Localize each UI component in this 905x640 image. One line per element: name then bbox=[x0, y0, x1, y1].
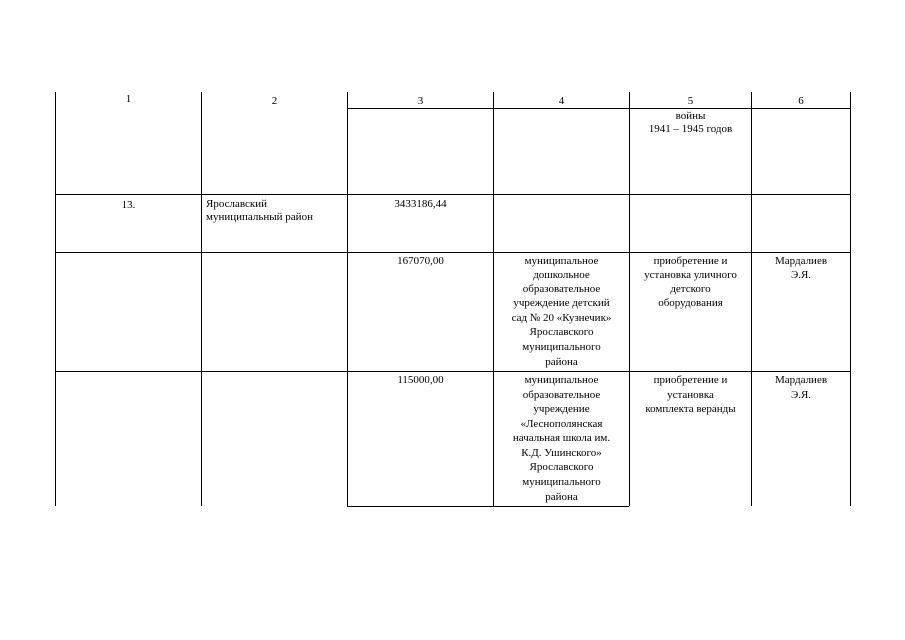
row-b-purpose-line: установка bbox=[667, 389, 714, 401]
prev-row-purpose-line1: войны bbox=[675, 110, 706, 122]
row-divider-2 bbox=[55, 252, 851, 253]
row-a-purpose-line: приобретение и bbox=[653, 255, 728, 267]
row-b-institution-line: муниципальное bbox=[524, 374, 599, 386]
header-col-1: 1 bbox=[125, 93, 132, 105]
row-b-purpose-line: комплекта веранды bbox=[645, 403, 736, 415]
row-b-institution-line: муниципального bbox=[522, 476, 601, 488]
row-b-institution-line: «Леснополянская bbox=[520, 418, 603, 430]
row-a-responsible-line: Э.Я. bbox=[790, 269, 812, 281]
header-col-2: 2 bbox=[271, 95, 278, 107]
table-border-left bbox=[55, 92, 56, 506]
row-b-institution-line: учреждение bbox=[533, 403, 590, 415]
row-a-purpose-line: детского bbox=[670, 283, 711, 295]
row-a-institution-line: района bbox=[545, 356, 578, 368]
table-divider-col1-col2 bbox=[201, 92, 202, 506]
row-b-responsible-line: Э.Я. bbox=[790, 389, 812, 401]
row-b-institution-line: района bbox=[545, 491, 578, 503]
row-a-institution-line: сад № 20 «Кузнечик» bbox=[511, 312, 612, 324]
row-divider-3 bbox=[55, 371, 851, 372]
row-a-institution-line: муниципальное bbox=[524, 255, 599, 267]
header-col-5: 5 bbox=[687, 95, 694, 107]
header-col-3: 3 bbox=[417, 95, 424, 107]
row-b-institution-line: образовательное bbox=[522, 389, 601, 401]
row-a-institution-line: учреждение детский bbox=[513, 297, 610, 309]
row-a-purpose-line: установка уличного bbox=[644, 269, 737, 281]
row-a-institution-line: образовательное bbox=[522, 283, 601, 295]
row-a-institution-line: муниципального bbox=[522, 341, 601, 353]
row-b-institution-line: Ярославского bbox=[529, 461, 594, 473]
table-bottom-border bbox=[347, 506, 629, 507]
header-col-6: 6 bbox=[798, 95, 804, 107]
row-a-responsible-line: Мардалиев bbox=[774, 255, 828, 267]
row-a-institution-line: дошкольное bbox=[533, 269, 590, 281]
row-b-amount: 115000,00 bbox=[397, 374, 444, 386]
row-divider-1 bbox=[55, 194, 851, 195]
header-bottom-border bbox=[347, 108, 851, 109]
row-b-institution-line: начальная школа им. bbox=[512, 432, 611, 444]
row-a-purpose-line: оборудования bbox=[658, 297, 723, 309]
row-13-number: 13. bbox=[121, 199, 136, 211]
row-a-institution-line: Ярославского bbox=[529, 326, 594, 338]
row-a-amount: 167070,00 bbox=[397, 255, 444, 267]
table-border-right bbox=[850, 92, 851, 506]
table-divider-col5-col6 bbox=[751, 92, 752, 506]
row-13-amount: 3433186,44 bbox=[394, 198, 447, 210]
table-divider-col2-col3 bbox=[347, 92, 348, 506]
row-b-responsible-line: Мардалиев bbox=[774, 374, 828, 386]
header-col-4: 4 bbox=[558, 95, 565, 107]
prev-row-purpose-line2: 1941 – 1945 годов bbox=[648, 123, 733, 135]
row-b-institution-line: К.Д. Ушинского» bbox=[521, 447, 602, 459]
row-b-purpose-line: приобретение и bbox=[653, 374, 728, 386]
row-13-district-line1: Ярославский bbox=[206, 198, 267, 210]
row-13-district-line2: муниципальный район bbox=[206, 211, 313, 223]
